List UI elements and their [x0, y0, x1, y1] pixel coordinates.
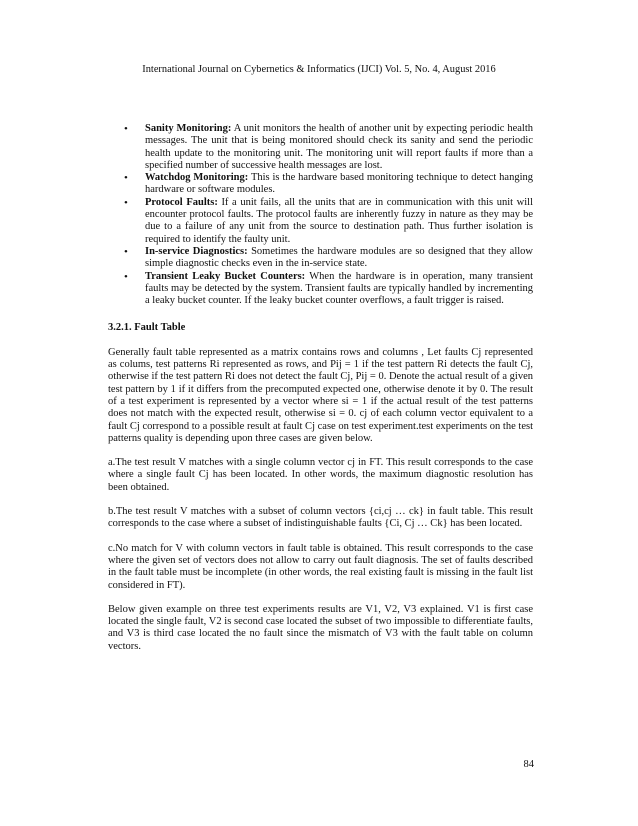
- bullet-term: Watchdog Monitoring:: [145, 172, 249, 184]
- monitoring-techniques-list: [108, 123, 533, 307]
- example-paragraph: Below given example on three test experiments results are V1, V2, V3 explained. V1 is first case located the single fault, V2 is second case located the subset of two impossible to differentiate faults, and V3 is third case located the no fault since the mismatch of V3 with the fault table on column vectors.: [108, 603, 533, 652]
- list-item: [124, 172, 533, 197]
- case-b-paragraph: b.The test result V matches with a subset of column vectors {ci,cj … ck} in fault table. This result corresponds to the case where a subset of indistinguishable faults {Ci, Cj … Ck} has been located.: [108, 506, 533, 530]
- bullet-icon: •: [124, 196, 128, 209]
- bullet-icon: •: [124, 245, 128, 258]
- list-item: [124, 245, 534, 271]
- bullet-text: A unit monitors the health of another unit by expecting periodic health messages. The unit that is being monitored should check its sanity and send the periodic health update to the monitoring unit. The monitoring unit will report faults if more than a specified number of successive health messages are lost.: [145, 123, 534, 171]
- page-number: 84: [523, 759, 534, 770]
- bullet-text: This is the hardware based monitoring technique to detect hanging hardware or software modules.: [145, 172, 533, 196]
- bullet-icon: •: [124, 172, 128, 185]
- bullet-text: If a unit fails, all the units that are in communication with this unit will encounter protocol faults. The protocol faults are inherently fuzzy in nature as they may be due to a failure of any unit from the source to destination path. Thus further isolation is required to identify the faulty unit.: [145, 196, 533, 245]
- page-body: [108, 123, 533, 653]
- list-item: [124, 123, 534, 172]
- bullet-term: Sanity Monitoring:: [145, 123, 232, 134]
- list-item: [124, 270, 533, 308]
- bullet-term: Transient Leaky Bucket Counters:: [145, 270, 306, 282]
- bullet-term: Protocol Faults:: [145, 196, 218, 208]
- case-a-paragraph: a.The test result V matches with a single column vector cj in FT. This result corresponds to the case where a single fault Cj has been located. In other words, the maximum diagnostic resolution has been obtained.: [108, 457, 533, 493]
- case-c-paragraph: c.No match for V with column vectors in fault table is obtained. This result corresponds to the case where the given set of vectors does not allow to carry out fault diagnosis. The set of faults described in the fault table must be incomplete (in other words, the real existing fault is missing in the fault list considered in FT).: [108, 542, 533, 591]
- list-item: [124, 196, 533, 246]
- bullet-text: When the hardware is in operation, many transient faults may be detected by the system. Transient faults are typically handled by incrementing a leaky bucket counter. If the leaky bucket counter overflows, a fault trigger is raised.: [145, 270, 533, 307]
- bullet-text: Sometimes the hardware modules are so designed that they allow simple diagnostic checks even in the in-service state.: [145, 245, 534, 270]
- bullet-term: In-service Diagnostics:: [145, 245, 248, 257]
- bullet-icon: •: [124, 123, 128, 135]
- bullet-icon: •: [124, 270, 128, 283]
- fault-table-paragraph: Generally fault table represented as a matrix contains rows and columns , Let faults Cj represented as colums, test patterns Ri represented as rows, and Pij = 1 if the test pattern Ri detects the fault Cj, otherwise if the test pattern Ri does not detect the fault Cj, Pij = 0. Denote the actual result of a given test pattern by 1 if it differs from the precomputed expected one, otherwise denote it by 0. The result of a test experiment is represented by a vector where si = 1 if the actual result of the test patterns does not match with the expected result, otherwise si = 0. cj of each column vector equivalent to a fault Cj correspond to a possible result at fault Cj case on test experiment.test experiments on the test patterns quality is depending upon three cases are given below.: [108, 346, 533, 444]
- journal-header: International Journal on Cybernetics & Informatics (IJCI) Vol. 5, No. 4, August 2016: [142, 64, 496, 75]
- section-title: 3.2.1. Fault Table: [108, 322, 186, 334]
